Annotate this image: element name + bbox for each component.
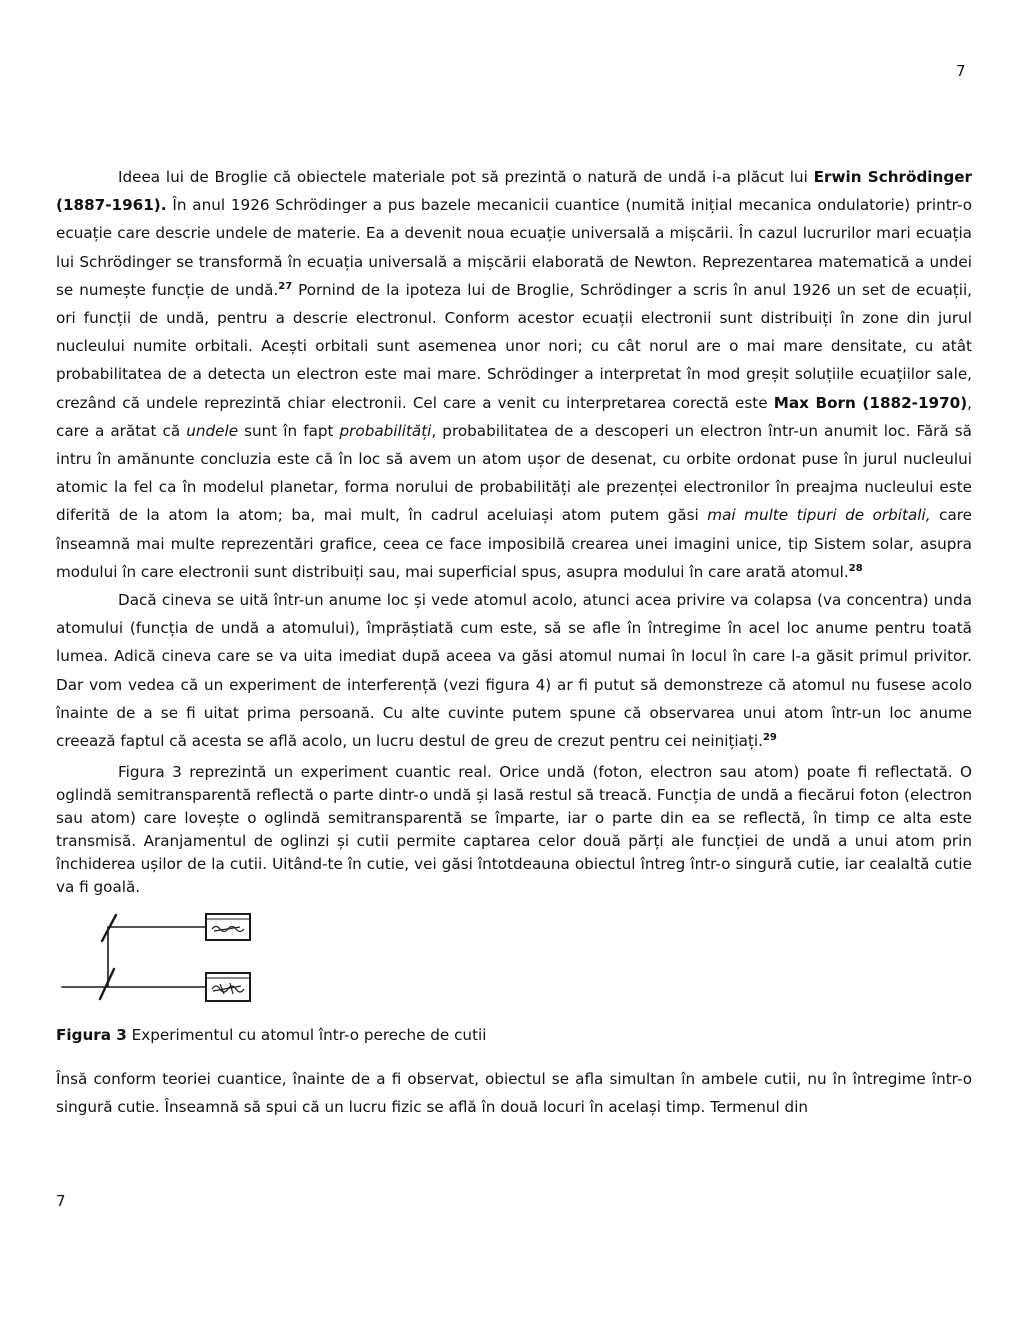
paragraph-4: Însă conform teoriei cuantice, înainte de a fi observat, obiectul se afla simultan în ambele cutii, nu în întregime într-o singură cutie. Înseamnă să spui că un lucru fizic se află în două locuri în același timp. Termenul din [56, 1070, 972, 1117]
text-run: probabilități [339, 421, 432, 440]
footnote-ref: 27 [278, 280, 293, 292]
text-run: Max Born (1882-1970) [773, 393, 968, 412]
text-run: sunt în fapt [238, 421, 340, 440]
footnote-ref: 28 [848, 562, 863, 574]
text-run: În anul 1926 Schrödinger a pus bazele mecanicii cuantice (numită inițial mecanica ondulatorie) printr-o ecuație care descrie undele de materie. Ea a devenit noua ecuație universală a mișcării. În cazul lucrurilor mari ecuația lui Schrödinger se transformă în ecuația universală a mișcării elaborată de Newton. Reprezentarea matematică a undei se numește funcție de undă. [56, 196, 972, 299]
footnote-ref: 29 [762, 732, 777, 743]
figure-caption-text: Experimentul cu atomul într-o pereche de cutii [126, 1026, 487, 1045]
text-run: Figura 3 reprezintă un experiment cuantic real. Orice undă (foton, electron sau atom) poate fi reflectată. O oglindă semitransparentă reflectă o parte dintr-o undă și lasă restul să treacă. Funcția de undă a fiecărui foton (electron sau atom) care lovește o oglindă semitransparentă se împarte, iar o parte din ea se reflectă, în timp ce alta este transmisă. Aranjamentul de oglinzi și cutii permite captarea celor două părți ale funcției de undă a unui atom prin închiderea ușilor de la cutii. Uitând-te în cutie, vei găsi întotdeauna obiectul întreg într-o singură cutie, iar cealaltă cutie va fi goală. [56, 763, 972, 897]
text-run: care înseamnă mai multe reprezentări grafice, ceea ce face imposibilă crearea unei imagini unice, tip Sistem solar, asupra modului în care electronii sunt distribuiți sau, mai superficial spus, asupra modului în care arată atomul. [56, 506, 972, 581]
text-run: undele [186, 421, 239, 440]
paragraph-3 [56, 761, 972, 899]
document-body [56, 163, 972, 1122]
text-run: Pornind de la ipoteza lui de Broglie, Schrödinger a scris în anul 1926 un set de ecuații, ori funcții de undă, pentru a descrie electronul. Conform acestor ecuații electronii sunt distribuiți în zone din jurul nucleului numite orbitali. Acești orbitali sunt asemenea unor nori; cu cât norul are o mai mare densitate, cu atât probabilitatea de a detecta un electron este mai mare. Schrödinger a interpretat în mod greșit soluțiile ecuațiilor sale, crezând că undele reprezintă chiar electronii. Cel care a venit cu interpretarea corectă este [56, 280, 972, 412]
figure-label: Figura 3 [56, 1026, 127, 1045]
paragraph-1 [56, 163, 972, 586]
text-run: Ideea lui de Broglie că obiectele materiale pot să prezintă o natură de undă i-a plăcut lui [118, 168, 814, 186]
text-run: , probabilitatea de a descoperi un electron într-un anumit loc. Fără să intru în amănunte concluzia este că în loc să avem un atom ușor de desenat, cu orbite ordonat puse în jurul nucleului atomic la fel ca în modelul planetar, forma norului de probabilități ale prezenței electronilor în preajma nucleului este diferită de la atom la atom; ba, mai mult, în cadrul aceluiași atom putem găsi [56, 421, 972, 525]
paragraph-2 [56, 586, 972, 755]
page-number-top: 7 [956, 62, 966, 80]
page-number-footer: 7 [56, 1192, 66, 1210]
beam-splitter-boxes-diagram [60, 909, 280, 1011]
text-run: mai multe tipuri de orbitali, [707, 506, 931, 525]
figure-caption [56, 1023, 972, 1047]
figure-3 [56, 909, 972, 1013]
text-run: , care a arătat că [56, 393, 972, 440]
text-run: Dacă cineva se uită într-un anume loc și vede atomul acolo, atunci acea privire va colapsa (va concentra) unda atomului (funcția de undă a atomului), împrăștiată cum este, să se afle în întregime în acel loc anume pentru toată lumea. Adică cineva care se va uita imediat după aceea va găsi atomul numai în locul în care l-a găsit primul privitor. Dar vom vedea că un experiment de interferență (vezi figura 4) ar fi putut să demonstreze că atomul nu fusese acolo înainte de a se fi uitat prima persoană. Cu alte cuvinte putem spune că observarea unui atom într-un loc anume creează faptul că acesta se află acolo, un lucru destul de greu de crezut pentru cei neinițiați. [56, 591, 972, 751]
text-run: Erwin Schrödinger (1887-1961). [56, 168, 972, 215]
